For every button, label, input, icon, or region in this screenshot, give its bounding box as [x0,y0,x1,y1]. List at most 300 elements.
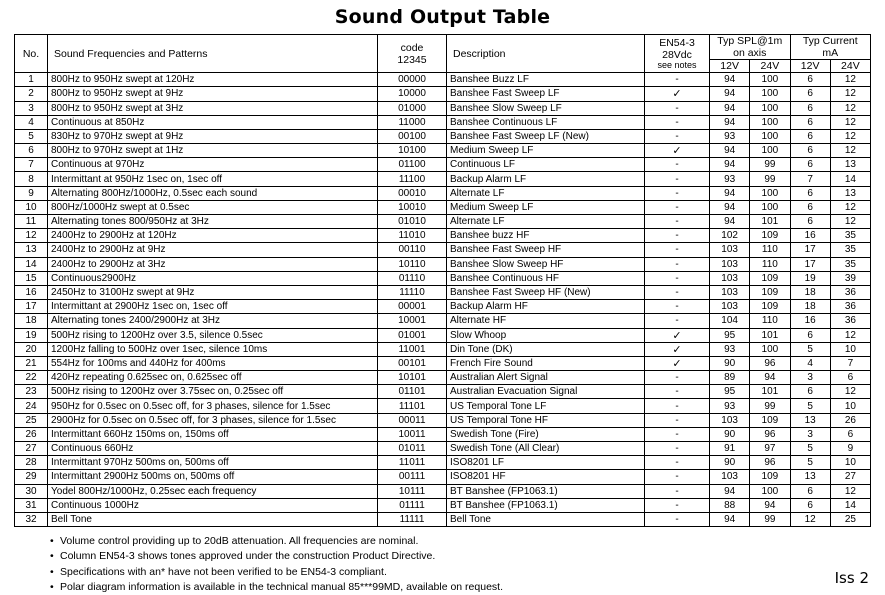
notes-list [14,534,871,595]
cell-frequency: 800Hz to 950Hz swept at 9Hz [48,87,378,101]
cell-current-12v: 6 [790,158,830,172]
cell-current-24v: 12 [830,484,870,498]
table-row [15,144,871,158]
cell-frequency: 420Hz repeating 0.625sec on, 0.625sec off [48,371,378,385]
cell-spl-24v: 100 [750,115,790,129]
cell-spl-12v: 93 [710,172,750,186]
cell-frequency: 950Hz for 0.5sec on 0.5sec off, for 3 phases, silence for 1.5sec [48,399,378,413]
cell-no: 4 [15,115,48,129]
cell-description: Banshee buzz HF [447,229,645,243]
cell-code: 00110 [378,243,447,257]
cell-frequency: Yodel 800Hz/1000Hz, 0.25sec each frequency [48,484,378,498]
cell-current-24v: 10 [830,456,870,470]
cell-spl-12v: 103 [710,300,750,314]
cell-spl-12v: 90 [710,456,750,470]
cell-description: Banshee Fast Sweep HF (New) [447,285,645,299]
cell-spl-24v: 97 [750,442,790,456]
cell-spl-12v: 103 [710,257,750,271]
cell-description: Banshee Slow Sweep HF [447,257,645,271]
cell-no: 20 [15,342,48,356]
cell-current-24v: 35 [830,243,870,257]
cell-spl-12v: 94 [710,215,750,229]
cell-spl-12v: 94 [710,512,750,526]
column-header-current-group [790,35,871,60]
cell-en54: - [645,470,710,484]
cell-en54: ✓ [645,356,710,370]
table-row [15,427,871,441]
cell-spl-12v: 103 [710,271,750,285]
cell-code: 00001 [378,300,447,314]
cell-description: Australian Alert Signal [447,371,645,385]
cell-code: 11100 [378,172,447,186]
cell-frequency: Intermittant at 950Hz 1sec on, 1sec off [48,172,378,186]
cell-code: 00101 [378,356,447,370]
table-body [15,73,871,527]
cell-frequency: 830Hz to 970Hz swept at 9Hz [48,129,378,143]
cell-spl-12v: 104 [710,314,750,328]
cell-frequency: 554Hz for 100ms and 440Hz for 400ms [48,356,378,370]
cell-current-12v: 16 [790,229,830,243]
cell-current-12v: 6 [790,385,830,399]
column-header-frequencies: Sound Frequencies and Patterns [48,35,378,73]
cell-spl-24v: 109 [750,271,790,285]
cell-description: BT Banshee (FP1063.1) [447,498,645,512]
cell-current-24v: 13 [830,158,870,172]
cell-current-12v: 6 [790,101,830,115]
cell-current-24v: 12 [830,215,870,229]
table-row [15,129,871,143]
cell-frequency: 800Hz/1000Hz swept at 0.5sec [48,200,378,214]
cell-spl-12v: 89 [710,371,750,385]
cell-frequency: Bell Tone [48,512,378,526]
cell-no: 1 [15,73,48,87]
cell-frequency: Continuous2900Hz [48,271,378,285]
table-row [15,243,871,257]
cell-spl-12v: 93 [710,129,750,143]
cell-en54: - [645,512,710,526]
cell-description: Alternate HF [447,314,645,328]
table-row [15,215,871,229]
cell-en54: - [645,243,710,257]
cell-no: 28 [15,456,48,470]
cell-current-12v: 18 [790,300,830,314]
cell-code: 11010 [378,229,447,243]
cell-en54: ✓ [645,328,710,342]
cell-spl-24v: 109 [750,413,790,427]
cell-spl-12v: 94 [710,186,750,200]
table-header [15,35,871,73]
cell-spl-12v: 94 [710,73,750,87]
cell-frequency: Continuous at 850Hz [48,115,378,129]
cell-code: 10110 [378,257,447,271]
cell-current-12v: 6 [790,200,830,214]
cell-description: ISO8201 HF [447,470,645,484]
cell-spl-24v: 99 [750,158,790,172]
cell-current-12v: 6 [790,73,830,87]
cell-spl-12v: 93 [710,342,750,356]
column-header-current-12v: 12V [790,60,830,73]
cell-current-24v: 12 [830,101,870,115]
cell-code: 01110 [378,271,447,285]
table-row [15,442,871,456]
cell-frequency: 800Hz to 970Hz swept at 1Hz [48,144,378,158]
cell-no: 7 [15,158,48,172]
cell-spl-12v: 94 [710,200,750,214]
cell-current-24v: 7 [830,356,870,370]
cell-spl-12v: 103 [710,285,750,299]
cell-code: 00010 [378,186,447,200]
cell-frequency: 500Hz rising to 1200Hz over 3.75sec on, 0.25sec off [48,385,378,399]
cell-no: 2 [15,87,48,101]
cell-spl-12v: 94 [710,144,750,158]
cell-frequency: 500Hz rising to 1200Hz over 3.5, silence 0.5sec [48,328,378,342]
cell-spl-24v: 109 [750,470,790,484]
cell-current-12v: 5 [790,456,830,470]
cell-spl-24v: 100 [750,342,790,356]
cell-spl-24v: 110 [750,257,790,271]
cell-no: 6 [15,144,48,158]
cell-current-12v: 6 [790,129,830,143]
cell-spl-12v: 91 [710,442,750,456]
cell-spl-24v: 101 [750,385,790,399]
cell-current-24v: 14 [830,498,870,512]
cell-en54: - [645,101,710,115]
cell-code: 10000 [378,87,447,101]
cell-spl-24v: 110 [750,243,790,257]
cell-current-24v: 12 [830,328,870,342]
cell-frequency: Intermittant 970Hz 500ms on, 500ms off [48,456,378,470]
cell-current-24v: 27 [830,470,870,484]
cell-no: 16 [15,285,48,299]
cell-description: US Temporal Tone HF [447,413,645,427]
cell-en54: - [645,172,710,186]
sound-output-table [14,34,871,527]
table-row [15,101,871,115]
cell-code: 11011 [378,456,447,470]
cell-en54: - [645,427,710,441]
column-header-no: No. [15,35,48,73]
cell-current-24v: 26 [830,413,870,427]
cell-code: 00011 [378,413,447,427]
column-header-spl-group [710,35,791,60]
cell-code: 11111 [378,512,447,526]
cell-frequency: Continuous at 970Hz [48,158,378,172]
cell-spl-24v: 109 [750,229,790,243]
cell-current-12v: 19 [790,271,830,285]
cell-spl-12v: 103 [710,413,750,427]
column-header-current-24v: 24V [830,60,870,73]
cell-current-24v: 12 [830,144,870,158]
cell-current-24v: 12 [830,73,870,87]
cell-en54: - [645,456,710,470]
cell-en54: ✓ [645,144,710,158]
cell-description: Slow Whoop [447,328,645,342]
cell-en54: - [645,285,710,299]
cell-code: 10011 [378,427,447,441]
cell-description: Backup Alarm HF [447,300,645,314]
cell-no: 14 [15,257,48,271]
cell-current-12v: 5 [790,342,830,356]
cell-current-12v: 6 [790,144,830,158]
cell-no: 3 [15,101,48,115]
cell-code: 01011 [378,442,447,456]
cell-spl-12v: 93 [710,399,750,413]
table-row [15,115,871,129]
cell-current-12v: 13 [790,470,830,484]
cell-en54: ✓ [645,87,710,101]
column-header-spl-line1: Typ SPL@1m [717,35,783,47]
cell-en54: - [645,300,710,314]
column-header-current-line1: Typ Current [802,35,858,47]
table-row [15,271,871,285]
cell-current-12v: 13 [790,413,830,427]
cell-en54: - [645,73,710,87]
cell-current-12v: 17 [790,243,830,257]
cell-spl-24v: 109 [750,285,790,299]
cell-spl-24v: 100 [750,186,790,200]
column-header-current-line2: mA [822,47,839,60]
table-row [15,229,871,243]
cell-current-24v: 10 [830,342,870,356]
table-row [15,371,871,385]
cell-description: Medium Sweep LF [447,144,645,158]
cell-current-24v: 39 [830,271,870,285]
note-item: • Column EN54-3 shows tones approved under the construction Product Directive. [50,549,871,564]
cell-en54: - [645,158,710,172]
cell-current-24v: 6 [830,371,870,385]
cell-frequency: Alternating tones 2400/2900Hz at 3Hz [48,314,378,328]
table-row [15,356,871,370]
cell-spl-12v: 95 [710,385,750,399]
table-row [15,73,871,87]
cell-description: ISO8201 LF [447,456,645,470]
table-row [15,158,871,172]
cell-spl-24v: 101 [750,328,790,342]
cell-no: 22 [15,371,48,385]
cell-no: 8 [15,172,48,186]
cell-en54: - [645,413,710,427]
cell-code: 00100 [378,129,447,143]
cell-description: Banshee Fast Sweep LF (New) [447,129,645,143]
cell-description: Banshee Continuous HF [447,271,645,285]
column-header-spl-12v: 12V [710,60,750,73]
cell-en54: - [645,129,710,143]
table-row [15,172,871,186]
cell-code: 10010 [378,200,447,214]
cell-description: Bell Tone [447,512,645,526]
cell-frequency: Intermittant 2900Hz 500ms on, 500ms off [48,470,378,484]
note-item: • Specifications with an* have not been verified to be EN54-3 compliant. [50,565,871,580]
cell-spl-24v: 94 [750,498,790,512]
cell-code: 10101 [378,371,447,385]
cell-spl-12v: 94 [710,158,750,172]
cell-frequency: 800Hz to 950Hz swept at 3Hz [48,101,378,115]
cell-frequency: 2400Hz to 2900Hz at 3Hz [48,257,378,271]
cell-frequency: Intermittant 660Hz 150ms on, 150ms off [48,427,378,441]
cell-description: Banshee Fast Sweep LF [447,87,645,101]
cell-code: 11001 [378,342,447,356]
cell-current-12v: 5 [790,399,830,413]
cell-spl-24v: 96 [750,427,790,441]
cell-no: 31 [15,498,48,512]
cell-en54: - [645,442,710,456]
table-header-row-main [15,35,871,60]
cell-current-24v: 12 [830,115,870,129]
cell-en54: - [645,115,710,129]
cell-no: 10 [15,200,48,214]
column-header-en54-line3: see notes [657,59,697,70]
cell-spl-24v: 99 [750,172,790,186]
cell-current-12v: 12 [790,512,830,526]
cell-current-12v: 7 [790,172,830,186]
cell-frequency: Alternating tones 800/950Hz at 3Hz [48,215,378,229]
cell-description: Banshee Continuous LF [447,115,645,129]
cell-current-12v: 6 [790,115,830,129]
cell-code: 01001 [378,328,447,342]
cell-description: US Temporal Tone LF [447,399,645,413]
cell-no: 30 [15,484,48,498]
note-item: • Polar diagram information is available in the technical manual 85***99MD, available on request. [50,580,871,595]
cell-no: 11 [15,215,48,229]
cell-current-12v: 6 [790,87,830,101]
cell-code: 11101 [378,399,447,413]
cell-spl-12v: 102 [710,229,750,243]
table-row [15,200,871,214]
cell-en54: - [645,200,710,214]
table-row [15,512,871,526]
cell-spl-12v: 94 [710,115,750,129]
cell-no: 24 [15,399,48,413]
cell-current-24v: 12 [830,129,870,143]
cell-spl-24v: 96 [750,456,790,470]
table-row [15,385,871,399]
cell-current-24v: 14 [830,172,870,186]
cell-en54: - [645,498,710,512]
cell-spl-12v: 90 [710,356,750,370]
table-row [15,413,871,427]
cell-current-24v: 36 [830,300,870,314]
column-header-en54-line1: EN54-3 [659,36,695,49]
cell-en54: - [645,484,710,498]
cell-description: Din Tone (DK) [447,342,645,356]
cell-no: 19 [15,328,48,342]
cell-code: 10111 [378,484,447,498]
cell-current-12v: 4 [790,356,830,370]
cell-code: 11110 [378,285,447,299]
cell-spl-24v: 109 [750,300,790,314]
note-item: • Volume control providing up to 20dB attenuation. All frequencies are nominal. [50,534,871,549]
cell-en54: - [645,314,710,328]
cell-spl-12v: 103 [710,470,750,484]
cell-description: Continuous LF [447,158,645,172]
cell-spl-24v: 94 [750,371,790,385]
cell-code: 01100 [378,158,447,172]
cell-no: 17 [15,300,48,314]
page-title: Sound Output Table [334,6,551,28]
cell-spl-24v: 100 [750,87,790,101]
cell-spl-12v: 90 [710,427,750,441]
cell-description: Alternate LF [447,186,645,200]
cell-code: 01111 [378,498,447,512]
cell-spl-12v: 94 [710,484,750,498]
table-row [15,314,871,328]
cell-spl-24v: 99 [750,512,790,526]
cell-current-24v: 13 [830,186,870,200]
cell-code: 01000 [378,101,447,115]
cell-description: Australian Evacuation Signal [447,385,645,399]
cell-no: 26 [15,427,48,441]
cell-description: Alternate LF [447,215,645,229]
cell-code: 11000 [378,115,447,129]
cell-en54: ✓ [645,342,710,356]
cell-spl-12v: 103 [710,243,750,257]
cell-no: 29 [15,470,48,484]
cell-no: 27 [15,442,48,456]
cell-current-24v: 35 [830,229,870,243]
cell-description: Banshee Slow Sweep LF [447,101,645,115]
cell-spl-24v: 100 [750,129,790,143]
cell-code: 00000 [378,73,447,87]
column-header-spl-24v: 24V [750,60,790,73]
table-row [15,470,871,484]
cell-description: French Fire Sound [447,356,645,370]
cell-description: Swedish Tone (All Clear) [447,442,645,456]
cell-current-24v: 12 [830,385,870,399]
cell-frequency: 2400Hz to 2900Hz at 120Hz [48,229,378,243]
column-header-code-label: code [400,41,424,54]
cell-spl-24v: 100 [750,200,790,214]
cell-no: 32 [15,512,48,526]
cell-spl-24v: 100 [750,484,790,498]
cell-spl-12v: 94 [710,101,750,115]
cell-frequency: 2400Hz to 2900Hz at 9Hz [48,243,378,257]
table-row [15,498,871,512]
cell-code: 00111 [378,470,447,484]
column-header-en54-line2: 28Vdc [662,48,692,61]
table-row [15,328,871,342]
cell-current-12v: 3 [790,427,830,441]
cell-code: 10001 [378,314,447,328]
cell-spl-24v: 100 [750,73,790,87]
cell-current-24v: 25 [830,512,870,526]
column-header-en54 [645,35,710,73]
cell-description: BT Banshee (FP1063.1) [447,484,645,498]
cell-frequency: 2900Hz for 0.5sec on 0.5sec off, for 3 phases, silence for 1.5sec [48,413,378,427]
cell-en54: - [645,257,710,271]
table-row [15,399,871,413]
cell-code: 01101 [378,385,447,399]
cell-current-12v: 3 [790,371,830,385]
cell-frequency: 2450Hz to 3100Hz swept at 9Hz [48,285,378,299]
cell-en54: - [645,186,710,200]
table-row [15,285,871,299]
cell-description: Banshee Fast Sweep HF [447,243,645,257]
cell-no: 15 [15,271,48,285]
cell-spl-24v: 99 [750,399,790,413]
table-row [15,257,871,271]
cell-en54: - [645,229,710,243]
cell-no: 12 [15,229,48,243]
table-row [15,87,871,101]
cell-frequency: 800Hz to 950Hz swept at 120Hz [48,73,378,87]
cell-spl-24v: 100 [750,144,790,158]
column-header-code-digits: 12345 [397,53,427,66]
cell-no: 21 [15,356,48,370]
cell-en54: - [645,399,710,413]
cell-frequency: Continuous 660Hz [48,442,378,456]
column-header-spl-line2: on axis [733,47,767,60]
cell-current-24v: 12 [830,200,870,214]
